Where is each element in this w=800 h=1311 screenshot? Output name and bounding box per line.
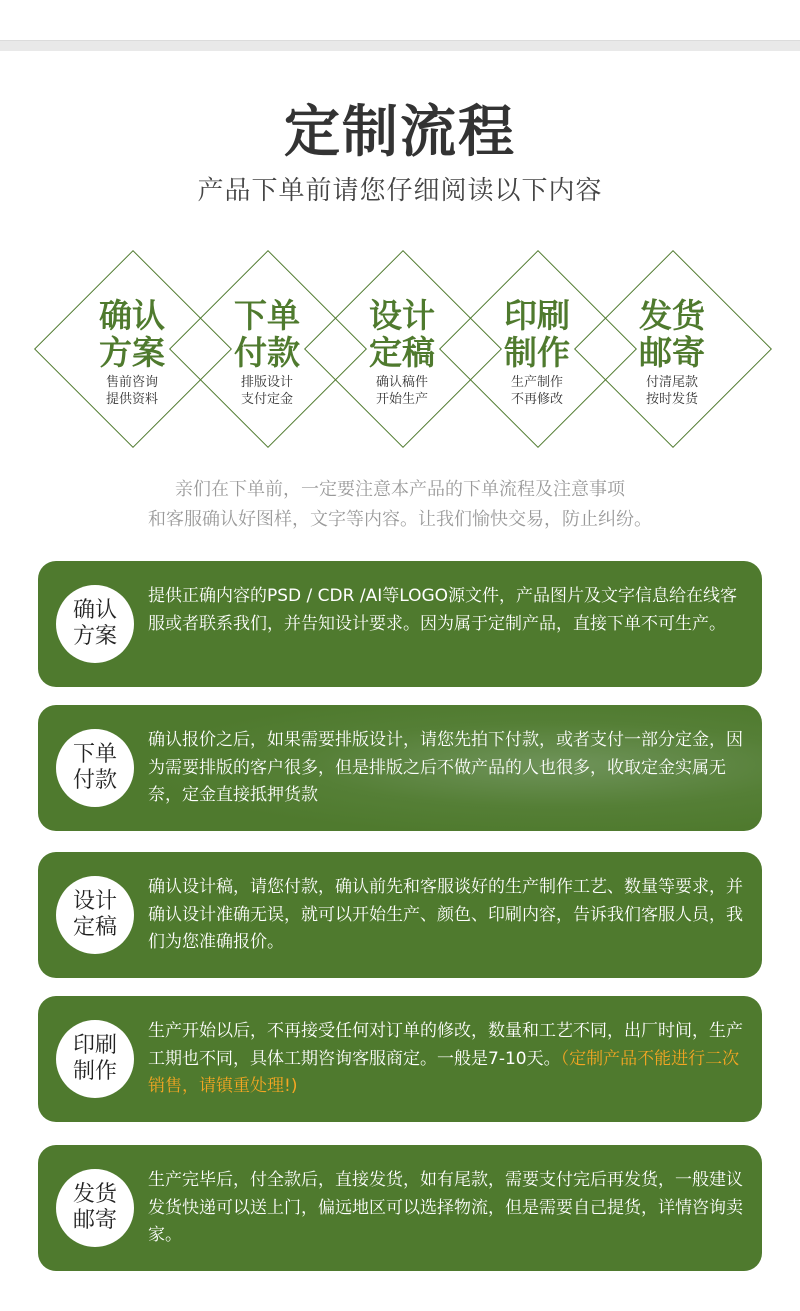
- step-description: 售前咨询 提供资料: [105, 375, 158, 407]
- step-badge: 下单 付款: [56, 729, 134, 807]
- page-title: 定制流程: [284, 100, 516, 165]
- card-confirm-plan: [38, 561, 762, 687]
- notice-line-2: 和客服确认好图样，文字等内容。让我们愉快交易，防止纠纷。: [148, 509, 652, 530]
- top-blank-bar: [0, 0, 800, 40]
- step-badge: 印刷 制作: [56, 1020, 134, 1098]
- card-text: 提供正确内容的PSD / CDR /AI等LOGO源文件，产品图片及文字信息给在线客服或者联系我们，并告知设计要求。因为属于定制产品，直接下单不可生产。: [148, 586, 738, 634]
- step-ship-mail: [572, 250, 772, 446]
- notice-line-1: 亲们在下单前，一定要注意本产品的下单流程及注意事项: [175, 479, 625, 500]
- step-description: 付清尾款 按时发货: [645, 375, 698, 407]
- card-text-main: 生产开始以后，不再接受任何对订单的修改，数量和工艺不同，出厂时间，生产工期也不同，具体工期咨询客服商定。一般是7-10天。: [148, 1021, 743, 1069]
- card-text: 确认报价之后，如果需要排版设计，请您先拍下付款，或者支付一部分定金，因为需要排版的客户很多，但是排版之后不做产品的人也很多，收取定金实属无奈，定金直接抵押货款: [148, 730, 743, 805]
- step-badge: 发货 邮寄: [56, 1169, 134, 1247]
- step-title: 印刷 制作: [504, 296, 570, 372]
- step-title: 发货 邮寄: [639, 296, 705, 372]
- step-title: 设计 定稿: [369, 296, 435, 372]
- page-subtitle: 产品下单前请您仔细阅读以下内容: [197, 176, 603, 206]
- card-text: 确认设计稿，请您付款，确认前先和客服谈好的生产制作工艺、数量等要求，并确认设计准确无误，就可以开始生产、颜色、印刷内容，告诉我们客服人员，我们为您准确报价。: [148, 877, 743, 952]
- step-badge: 设计 定稿: [56, 876, 134, 954]
- card-text: [148, 1018, 748, 1101]
- card-ship-mail: [38, 1145, 762, 1271]
- step-description: 确认稿件 开始生产: [375, 375, 428, 407]
- step-description: 生产制作 不再修改: [510, 375, 563, 407]
- top-divider: [0, 40, 800, 51]
- card-print-produce: [38, 996, 762, 1122]
- step-title: 下单 付款: [234, 296, 300, 372]
- step-badge: 确认 方案: [56, 585, 134, 663]
- card-text-highlight: （定制产品不能进行二次销售，请镇重处理!): [148, 1048, 740, 1096]
- card-design-final: [38, 852, 762, 978]
- step-title: 确认 方案: [99, 296, 165, 372]
- card-text: 生产完毕后，付全款后，直接发货，如有尾款，需要支付完后再发货，一般建议发货快递可以送上门，偏远地区可以选择物流，但是需要自己提货，详情咨询卖家。: [148, 1170, 743, 1245]
- step-description: 排版设计 支付定金: [240, 375, 293, 407]
- card-order-pay: [38, 705, 762, 831]
- process-steps: [0, 250, 800, 450]
